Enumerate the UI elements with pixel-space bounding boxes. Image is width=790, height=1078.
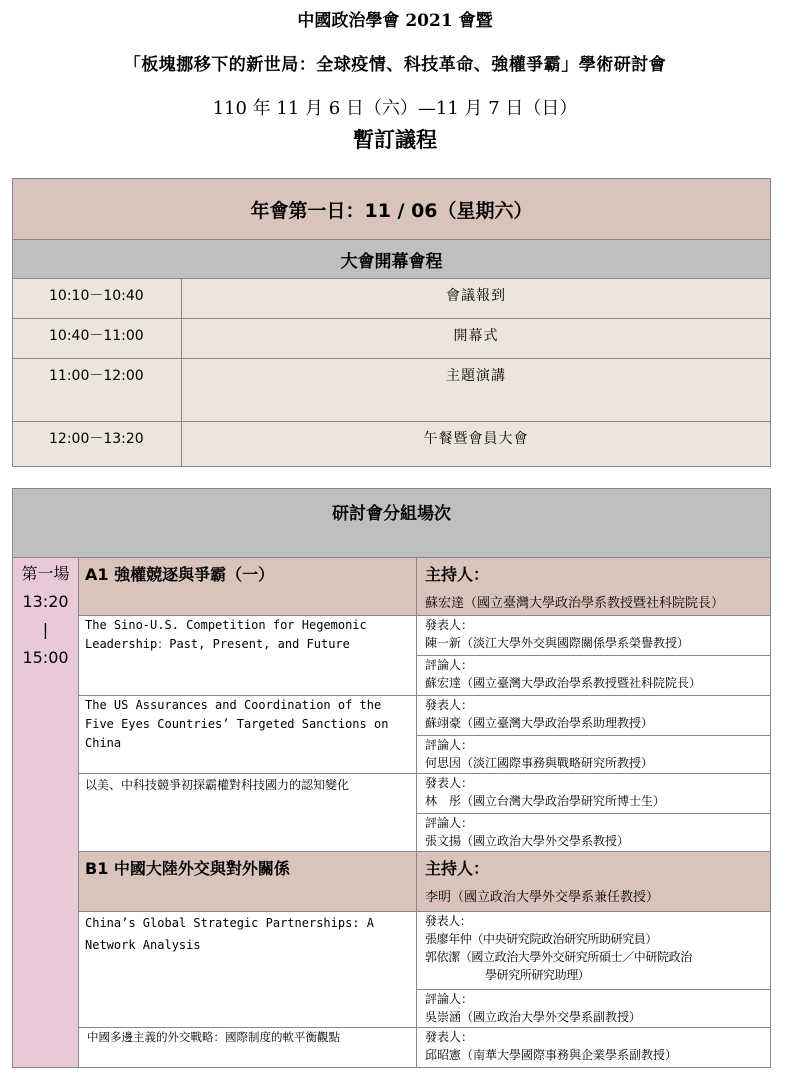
sessions-title: 研討會分組場次 bbox=[13, 489, 771, 558]
presenter-name: 蘇翊豪（國立臺灣大學政治學系助理教授） bbox=[425, 716, 654, 730]
paper-title: China’s Global Strategic Partnerships: A Network Analysis bbox=[79, 912, 417, 1028]
discussant-label: 評論人： bbox=[425, 738, 474, 752]
agenda-title: 暫訂議程 bbox=[353, 127, 437, 152]
presenter-cell bbox=[417, 1028, 771, 1068]
presenter-label: 發表人： bbox=[425, 618, 474, 632]
paper-title: 中國多邊主義的外交戰略：國際制度的軟平衡觀點 bbox=[79, 1028, 417, 1068]
discussant-cell bbox=[417, 990, 771, 1028]
table-row bbox=[13, 279, 771, 319]
moderator-name: 李明（國立政治大學外交學系兼任教授） bbox=[425, 890, 660, 905]
discussant-name: 吳崇涵（國立政治大學外交學系副教授） bbox=[425, 1010, 642, 1024]
presenter-label: 發表人： bbox=[425, 1030, 474, 1044]
paper-title: 以美、中科技競爭初探霸權對科技國力的認知變化 bbox=[79, 774, 417, 852]
moderator-cell bbox=[417, 852, 771, 912]
discussant-name: 張文揚（國立政治大學外交學系教授） bbox=[425, 834, 630, 848]
discussant-label: 評論人： bbox=[425, 992, 474, 1006]
sessions-table bbox=[12, 488, 771, 1068]
discussant-label: 評論人： bbox=[425, 658, 474, 672]
presenter-cell bbox=[417, 696, 771, 736]
table-row bbox=[13, 319, 771, 359]
discussant-name: 何思因（淡江國際事務與戰略研究所教授） bbox=[425, 756, 654, 770]
discussant-label: 評論人： bbox=[425, 816, 474, 830]
discussant-cell bbox=[417, 656, 771, 696]
presenter-name: 張廖年仲（中央研究院政治研究所助研究員） bbox=[425, 932, 658, 946]
conference-title: 中國政治學會 2021 會暨 bbox=[297, 11, 493, 31]
event-cell: 主題演講 bbox=[182, 359, 771, 422]
presenter-name: 郭依潔（國立政治大學外交研究所碩士／中研院政治 bbox=[425, 950, 692, 964]
presenter-cell bbox=[417, 616, 771, 656]
slot-end: 15:00 bbox=[22, 648, 69, 667]
panel-title: B1 中國大陸外交與對外關係 bbox=[79, 852, 417, 912]
symposium-title: 「板塊挪移下的新世局：全球疫情、科技革命、強權爭霸」學術研討會 bbox=[123, 55, 667, 75]
date-range: 110 年 11 月 6 日（六）—11 月 7 日（日） bbox=[212, 98, 578, 119]
moderator-cell bbox=[417, 558, 771, 616]
paper-title: The Sino-U.S. Competition for Hegemonic Leadership：Past, Present, and Future bbox=[79, 616, 417, 696]
presenter-label: 發表人： bbox=[425, 776, 474, 790]
slot-label: 第一場 bbox=[21, 564, 70, 583]
moderator-label: 主持人： bbox=[425, 565, 490, 584]
moderator-name: 蘇宏達（國立臺灣大學政治學系教授暨社科院院長） bbox=[425, 596, 725, 611]
presenter-label: 發表人： bbox=[425, 914, 472, 928]
presenter-name: 邱昭憲（南華大學國際事務與企業學系副教授） bbox=[425, 1048, 678, 1062]
day1-title: 年會第一日：11 / 06（星期六） bbox=[13, 179, 771, 240]
event-cell: 會議報到 bbox=[182, 279, 771, 319]
time-cell: 11:00－12:00 bbox=[13, 359, 182, 422]
presenter-cell bbox=[417, 774, 771, 814]
presenter-cell bbox=[417, 912, 771, 990]
moderator-label: 主持人： bbox=[425, 859, 490, 878]
opening-section-title: 大會開幕會程 bbox=[13, 240, 771, 279]
slot-start: 13:20 bbox=[22, 592, 69, 611]
session-slot bbox=[13, 558, 79, 1068]
time-cell: 12:00－13:20 bbox=[13, 422, 182, 467]
discussant-name: 蘇宏達（國立臺灣大學政治學系教授暨社科院院長） bbox=[425, 676, 702, 690]
table-row bbox=[13, 359, 771, 422]
time-cell: 10:10－10:40 bbox=[13, 279, 182, 319]
paper-title: The US Assurances and Coordination of the Five Eyes Countries’ Targeted Sanctions on China bbox=[79, 696, 417, 774]
time-cell: 10:40－11:00 bbox=[13, 319, 182, 359]
panel-title: A1 強權競逐與爭霸（一） bbox=[79, 558, 417, 616]
presenter-name: 陳一新（淡江大學外交與國際關係學系榮譽教授） bbox=[425, 636, 690, 650]
event-cell: 開幕式 bbox=[182, 319, 771, 359]
presenter-name-continued: 學研究所研究助理） bbox=[485, 968, 590, 982]
discussant-cell bbox=[417, 814, 771, 852]
slot-separator: | bbox=[42, 620, 49, 639]
table-row bbox=[13, 422, 771, 467]
presenter-name: 林 彤（國立台灣大學政治學研究所博士生） bbox=[425, 794, 666, 808]
discussant-cell bbox=[417, 736, 771, 774]
event-cell: 午餐暨會員大會 bbox=[182, 422, 771, 467]
day1-table bbox=[12, 178, 771, 467]
presenter-label: 發表人： bbox=[425, 698, 474, 712]
